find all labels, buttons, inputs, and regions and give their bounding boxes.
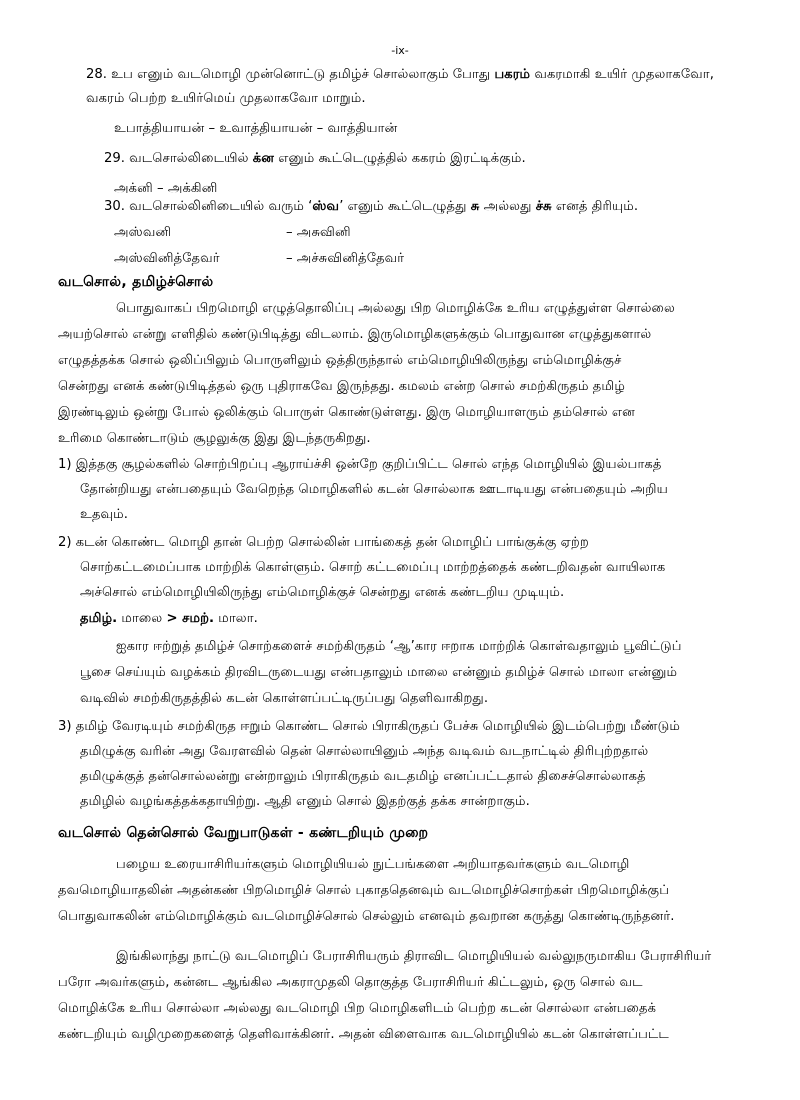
rule-30-text-g: எனத் திரியும்.: [551, 199, 639, 214]
rule-28-text-c: வகரமாகி உயிர் முதலாகவோ,: [530, 67, 714, 82]
numbered-item-2-line: அச்சொல் எம்மொழியிலிருந்து எம்மொழிக்குச் சென்றது எனக் கண்டறிய முடியும்.: [80, 585, 565, 600]
rule-30-bold-chchu: ச்சு: [535, 199, 552, 214]
rule-28-line-1: [86, 68, 714, 81]
numbered-item-3-line: தமிழுக்கு வரின் அது வேரளவில் தென் சொல்லாயினும் அந்த வடிவம் வடநாட்டில் திரிபுற்றதால்: [80, 744, 649, 759]
paragraph-line: பழைய உரையாசிரியர்களும் மொழியியல் நுட்பங்களை அறியாதவர்களும் வடமொழி: [116, 857, 630, 872]
paragraph-line: அயற்சொல் என்று எளிதில் கண்டுபிடித்து விடலாம். இருமொழிகளுக்கும் பொதுவான எழுத்துகளால்: [58, 327, 652, 342]
numbered-item-1-line: 1) இத்தகு சூழல்களில் சொற்பிறப்பு ஆராய்ச்சி ஒன்றே குறிப்பிட்ட சொல் எந்த மொழியில் இயல்பாகத்: [58, 457, 662, 472]
example-word-maalaa: மாலா.: [214, 611, 258, 626]
paragraph-line: உரிமை கொண்டாடும் சூழலுக்கு இது இடந்தருகிறது.: [58, 431, 371, 446]
paragraph-line: இரண்டிலும் ஒன்று போல் ஒலிக்கும் பொருள் கொண்டுள்ளது. இரு மொழியாளரும் தம்சொல் என: [58, 405, 635, 420]
rule-30-bold-swa: ஸ்வ: [312, 199, 340, 214]
example-lang-tamil: தமிழ்.: [80, 611, 118, 626]
rule-29-text-c: எனும் கூட்டெழுத்தில் ககரம் இரட்டிக்கும்.: [274, 151, 526, 166]
rule-30-example-1-left: அஸ்வனி: [114, 225, 172, 240]
section-heading-differences: வடசொல் தென்சொல் வேறுபாடுகள் - கண்டறியும் முறை: [58, 825, 429, 841]
paragraph-line: பரோ அவர்களும், கன்னட ஆங்கில அகராமுதலி தொகுத்த பேராசிரியர் கிட்டலும், ஒரு சொல் வட: [58, 975, 643, 990]
paragraph-line: பொதுவாகப் பிறமொழி எழுத்தொலிப்பு அல்லது பிற மொழிக்கே உரிய எழுத்துள்ள சொல்லை: [116, 301, 675, 316]
rule-28-bold-term: பகரம்: [494, 67, 531, 82]
rule-28-line-2: வகரம் பெற்ற உயிர்மெய் முதலாகவோ மாறும்.: [86, 91, 366, 106]
rule-30-example-1-right: – அசுவினி: [286, 225, 351, 240]
rule-29-text-a: 29. வடசொல்லிடையில்: [104, 151, 253, 166]
paragraph-line: கண்டறியும் வழிமுறைகளைத் தெளிவாக்கினர். அதன் விளைவாக வடமொழியில் கடன் கொள்ளப்பட்ட: [58, 1027, 669, 1042]
numbered-item-1-line: தோன்றியது என்பதையும் வேறெந்த மொழிகளில் கடன் சொல்லாக ஊடாடியது என்பதையும் அறிய: [80, 482, 668, 497]
rule-28-example: உபாத்தியாயன் – உவாத்தியாயன் – வாத்தியான்: [114, 121, 398, 136]
rule-30-text-a: 30. வடசொல்லினிடையில் வரும் ‘: [104, 199, 313, 214]
numbered-item-1-line: உதவும்.: [80, 507, 128, 522]
paragraph-line: சென்றது எனக் கண்டுபிடித்தல் ஒரு புதிராகவே இருந்தது. கமலம் என்ற சொல் சமற்கிருதம் தமிழ்: [58, 379, 625, 394]
numbered-item-3-line: தமிழுக்குத் தன்சொல்லன்று என்றாலும் பிராகிருதம் வடதமிழ் எனப்பட்டதால் திசைச்சொல்லாகத்: [80, 769, 646, 784]
numbered-item-2-line: சொற்கட்டமைப்பாக மாற்றிக் கொள்ளும். சொற் கட்டமைப்பு மாற்றத்தைக் கண்டறிவதன் வாயிலாக: [80, 560, 666, 575]
page-number: -ix-: [391, 44, 409, 57]
numbered-item-2-line: 2) கடன் கொண்ட மொழி தான் பெற்ற சொல்லின் பாங்கைத் தன் மொழிப் பாங்குக்கு ஏற்ற: [58, 535, 589, 550]
rule-30-example-2-left: அஸ்வினித்தேவர்: [114, 251, 220, 266]
word-example: [80, 612, 258, 625]
numbered-item-3-line: தமிழில் வழங்கத்தக்கதாயிற்று. ஆதி எனும் சொல் இதற்குத் தக்க சான்றாகும்.: [80, 794, 530, 809]
paragraph-line: பொதுவாகலின் எம்மொழிக்கும் வடமொழிச்சொல் செல்லும் எனவும் தவறான கருத்து கொண்டிருந்தனர்.: [58, 909, 675, 924]
paragraph-line: தவமொழியாதலின் அதன்கண் பிறமொழிச் சொல் புகாததெனவும் வடமொழிச்சொற்கள் பிறமொழிக்குப்: [58, 883, 670, 898]
example-lang-sanskrit: > சமற்.: [166, 611, 215, 626]
paragraph-line: இங்கிலாந்து நாட்டு வடமொழிப் பேராசிரியரும் திராவிட மொழியியல் வல்லுநருமாகிய பேராசிரியர்: [116, 949, 712, 964]
paragraph-line: பூசை செய்யும் வழக்கம் திரவிடருடையது என்பதாலும் மாலை என்னும் தமிழ்ச் சொல் மாலா என்னும்: [80, 665, 678, 680]
paragraph-line: எழுதத்தக்க சொல் ஒலிப்பிலும் பொருளிலும் ஒத்திருந்தால் எம்மொழியிலிருந்து எம்மொழிக்குச்: [58, 353, 622, 368]
section-heading-vadasol-tamilsol: வடசொல், தமிழ்ச்சொல்: [58, 274, 214, 290]
rule-29-bold-term: க்ன: [252, 151, 274, 166]
rule-30-text-e: அல்லது: [479, 199, 536, 214]
rule-30-example-2-right: – அச்சுவினித்தேவர்: [286, 251, 405, 266]
rule-30-text: [104, 200, 638, 213]
rule-29-example: அக்னி – அக்கினி: [114, 181, 218, 196]
rule-29-line: [104, 152, 526, 165]
paragraph-line: வடிவில் சமற்கிருதத்தில் கடன் கொள்ளப்பட்டிருப்பது தெளிவாகிறது.: [80, 691, 489, 706]
paragraph-line: ஐகார ஈற்றுத் தமிழ்ச் சொற்களைச் சமற்கிருதம் ‘ஆ’கார ஈறாக மாற்றிக் கொள்வதாலும் பூவிட்டுப்: [116, 639, 682, 654]
rule-30-bold-su: சு: [470, 199, 480, 214]
numbered-item-3-line: 3) தமிழ் வேரடியும் சமற்கிருத ஈறும் கொண்ட சொல் பிராகிருதப் பேச்சு மொழியில் இடம்பெற்று மீண்டும்: [58, 719, 681, 734]
example-word-maalai: மாலை: [117, 611, 167, 626]
paragraph-line: மொழிக்கே உரிய சொல்லா அல்லது வடமொழி பிற மொழிகளிடம் பெற்ற கடன் சொல்லா என்பதைக்: [58, 1001, 657, 1016]
rule-30-text-c: ’ எனும் கூட்டெழுத்து: [339, 199, 471, 214]
rule-28-text-a: 28. உப எனும் வடமொழி முன்னொட்டு தமிழ்ச் சொல்லாகும் போது: [86, 67, 495, 82]
